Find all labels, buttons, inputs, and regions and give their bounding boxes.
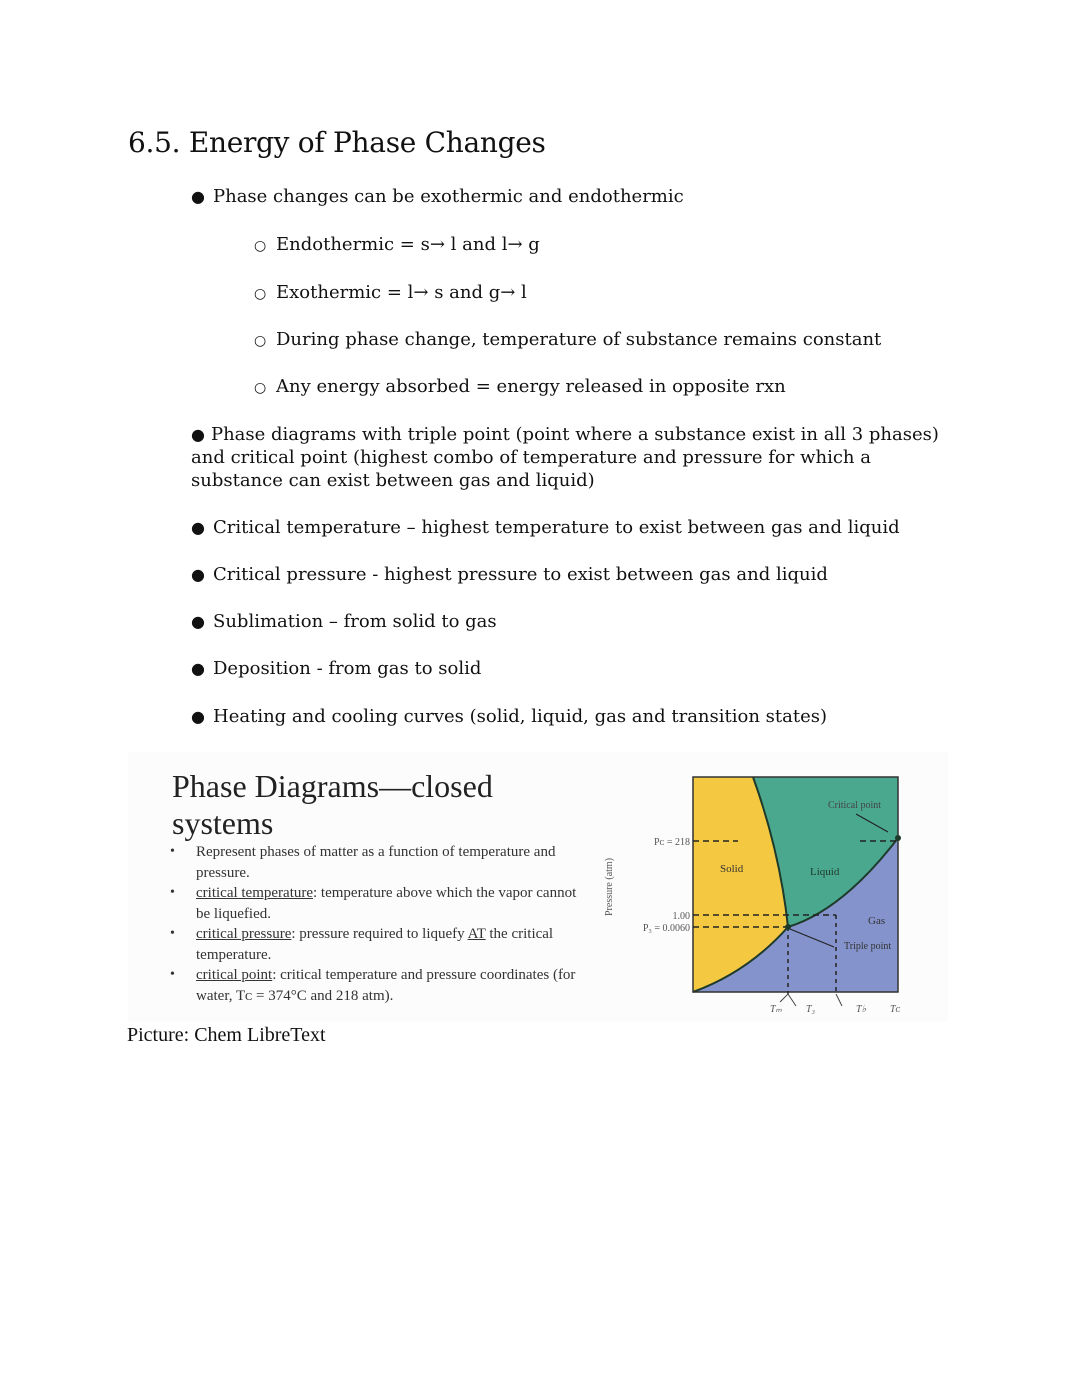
- figure-item-critical-point: [170, 965, 586, 1006]
- bullet-text: Phase changes can be exothermic and endothermic: [213, 186, 684, 207]
- x-tick-label: T₃: [806, 1004, 816, 1015]
- critical-point-marker: [895, 835, 901, 841]
- bullet-deposition: [191, 657, 951, 680]
- bullet-text: Phase diagrams with triple point (point where a substance exist in all 3 phases) and critical point (highest combo of temperature and pressure for which a substance can exist between gas and liquid): [191, 424, 939, 491]
- figure-item-represent: [170, 842, 586, 883]
- bullet-dot: ●: [191, 565, 205, 584]
- solid-label: Solid: [720, 863, 744, 875]
- sub-bullet-exothermic: [254, 281, 954, 306]
- x-axis-pointer: [836, 994, 842, 1006]
- figure-item-critical-pressure: [170, 924, 586, 965]
- sub-bullet-circle: ○: [254, 238, 267, 254]
- figure-item-text: : critical temperature and pressure coordinates (for water, Tᴄ = 374°C and 218 atm).: [196, 967, 576, 1004]
- x-axis-pointer: [780, 994, 796, 1006]
- figure-item-emphasis: AT: [467, 926, 486, 942]
- bullet-text: Critical pressure - highest pressure to exist between gas and liquid: [213, 564, 828, 585]
- bullet-dot: ●: [191, 518, 205, 537]
- figure-bullet-dot: •: [170, 967, 175, 982]
- figure-title-line-2: systems: [172, 805, 274, 841]
- figure-bullet-list: [170, 842, 586, 1006]
- bullet-phase-diagrams: [191, 423, 951, 492]
- sub-bullet-text: Endothermic = s→ l and l→ g: [276, 234, 540, 255]
- figure-item-term: critical temperature: [196, 885, 314, 901]
- bullet-dot: ●: [191, 187, 205, 206]
- sub-bullet-circle: ○: [254, 286, 267, 302]
- phase-diagram-chart: [598, 762, 938, 1017]
- figure-item-text: the critical temperature.: [196, 926, 554, 963]
- sub-bullet-text: Any energy absorbed = energy released in opposite rxn: [276, 376, 786, 397]
- bullet-critical-temperature: [191, 516, 951, 539]
- bullet-critical-pressure: [191, 563, 951, 586]
- bullet-dot: ●: [191, 425, 205, 444]
- figure-caption: Picture: Chem LibreText: [127, 1024, 326, 1046]
- bullet-heating-cooling: [191, 705, 951, 728]
- y-tick-label: P₃ = 0.0060: [642, 923, 690, 934]
- x-tick-label: Tₘ: [770, 1004, 782, 1015]
- figure-bullet-dot: •: [170, 844, 175, 859]
- phase-diagram-figure: [128, 752, 948, 1022]
- sub-bullet-circle: ○: [254, 380, 267, 396]
- y-axis-label: Pressure (atm): [604, 857, 615, 917]
- sub-bullet-circle: ○: [254, 333, 267, 349]
- figure-title: [172, 768, 493, 842]
- section-heading: 6.5. Energy of Phase Changes: [128, 126, 546, 159]
- figure-item-term: critical pressure: [196, 926, 292, 942]
- x-tick-label: T♭: [856, 1004, 867, 1015]
- sub-bullet-energy: [254, 375, 954, 400]
- sub-bullet-text: During phase change, temperature of substance remains constant: [276, 329, 882, 350]
- gas-label: Gas: [868, 915, 886, 927]
- figure-item-text: : pressure required to liquefy: [291, 926, 468, 942]
- bullet-text: Critical temperature – highest temperature to exist between gas and liquid: [213, 517, 900, 538]
- sub-bullet-endothermic: [254, 233, 954, 258]
- bullet-text: Deposition - from gas to solid: [213, 658, 482, 679]
- liquid-label: Liquid: [810, 866, 840, 878]
- critical-point-label: Critical point: [828, 800, 882, 811]
- bullet-dot: ●: [191, 707, 205, 726]
- figure-item-term: critical point: [196, 967, 273, 983]
- triple-point-label: Triple point: [844, 941, 892, 952]
- bullet-text: Heating and cooling curves (solid, liquid, gas and transition states): [213, 706, 827, 727]
- bullet-text: Sublimation – from solid to gas: [213, 611, 497, 632]
- y-tick-label: Pᴄ = 218: [654, 837, 690, 848]
- bullet-dot: ●: [191, 612, 205, 631]
- bullet-dot: ●: [191, 659, 205, 678]
- y-tick-label: 1.00: [672, 911, 690, 922]
- bullet-sublimation: [191, 610, 951, 633]
- x-tick-label: Tᴄ: [890, 1004, 901, 1015]
- figure-item-critical-temperature: [170, 883, 586, 924]
- figure-title-line-1: Phase Diagrams—closed: [172, 768, 493, 804]
- sub-bullet-constant-temperature: [254, 328, 954, 353]
- figure-bullet-dot: •: [170, 926, 175, 941]
- figure-item-text: : temperature above which the vapor cannot be liquefied.: [196, 885, 577, 922]
- sub-bullet-text: Exothermic = l→ s and g→ l: [276, 282, 527, 303]
- bullet-phase-changes: [191, 185, 951, 208]
- figure-bullet-dot: •: [170, 885, 175, 900]
- figure-item-text: Represent phases of matter as a function of temperature and pressure.: [196, 844, 556, 881]
